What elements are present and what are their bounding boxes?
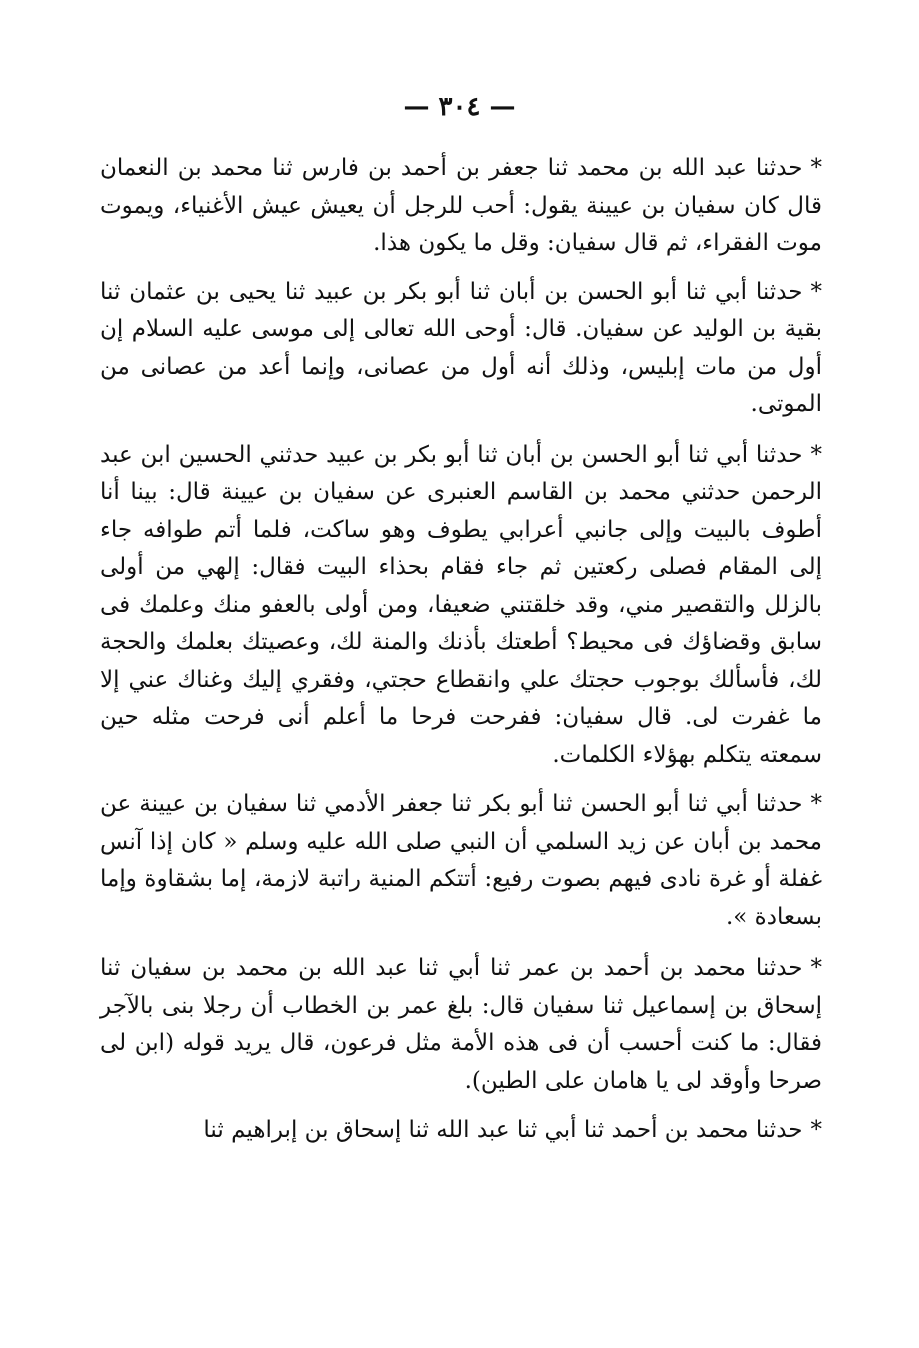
hadith-paragraph — [100, 950, 822, 1100]
paragraph-text: حدثنا أبي ثنا أبو الحسن بن أبان ثنا أبو بكر بن عبيد حدثني الحسين ابن عبد الرحمن حدثني محمد بن القاسم العنبرى عن سفيان بن عيينة قال: بينا أنا أطوف بالبيت وإلى جانبي أعرابي يطوف وهو ساكت، فلما أتم طوافه جاء إلى المقام فصلى ركعتين ثم جاء فقام بحذاء البيت فقال: إلهي من أولى بالزلل والتقصير مني، وقد خلقتني ضعيفا، ومن أولى بالعفو منك وعلمك فى سابق وقضاؤك فى محيط؟ أطعتك بأذنك والمنة لك، وعصيتك بعلمك والحجة لك، فأسألك بوجوب حجتك علي وانقطاع حجتي، وفقري إليك وغناك عني إلا ما غفرت لى. قال سفيان: ففرحت فرحا ما أعلم أنى فرحت مثله حين سمعته يتكلم بهؤلاء الكلمات. — [100, 441, 822, 768]
page-body — [100, 150, 822, 1150]
paragraph-marker: * — [810, 1117, 822, 1143]
paragraph-marker: * — [810, 791, 822, 817]
paragraph-marker: * — [810, 278, 822, 305]
paragraph-text: حدثنا محمد بن أحمد بن عمر ثنا أبي ثنا عبد الله بن محمد بن سفيان ثنا إسحاق بن إسماعيل ثنا سفيان قال: بلغ عمر بن الخطاب أن رجلا بنى بالآجر فقال: ما كنت أحسب أن فى هذه الأمة مثل فرعون، قال يريد قوله (ابن لى صرحا وأوقد لى يا هامان على الطين). — [100, 955, 822, 1094]
paragraph-text: حدثنا محمد بن أحمد ثنا أبي ثنا عبد الله ثنا إسحاق بن إبراهيم ثنا — [203, 1117, 803, 1143]
hadith-paragraph — [100, 1112, 822, 1150]
hadith-paragraph — [100, 150, 822, 263]
paragraph-text: حدثنا أبي ثنا أبو الحسن بن أبان ثنا أبو بكر بن عبيد ثنا يحيى بن عثمان ثنا بقية بن الوليد عن سفيان. قال: أوحى الله تعالى إلى موسى عليه السلام إن أول من مات إبليس، وذلك أنه أول من عصانى، وإنما أعد من عصانى من الموتى. — [100, 278, 822, 417]
paragraph-marker: * — [810, 155, 822, 181]
hadith-paragraph — [100, 786, 822, 936]
hadith-paragraph — [100, 437, 822, 775]
paragraph-marker: * — [810, 955, 822, 981]
hadith-paragraph — [100, 274, 822, 424]
page-number: — ٣٠٤ — — [403, 92, 516, 122]
paragraph-marker: * — [810, 441, 822, 468]
paragraph-text: حدثنا عبد الله بن محمد ثنا جعفر بن أحمد بن فارس ثنا محمد بن النعمان قال كان سفيان بن عيينة يقول: أحب للرجل أن يعيش عيش الأغنياء، ويموت موت الفقراء، ثم قال سفيان: وقل ما يكون هذا. — [100, 155, 822, 256]
paragraph-text: حدثنا أبي ثنا أبو الحسن ثنا أبو بكر ثنا جعفر الأدمي ثنا سفيان بن عيينة عن محمد بن أبان عن زيد السلمي أن النبي صلى الله عليه وسلم « كان إذا آنس غفلة أو غرة نادى فيهم بصوت رفيع: أتتكم المنية راتبة لازمة، إما بشقاوة وإما بسعادة ». — [100, 791, 822, 930]
